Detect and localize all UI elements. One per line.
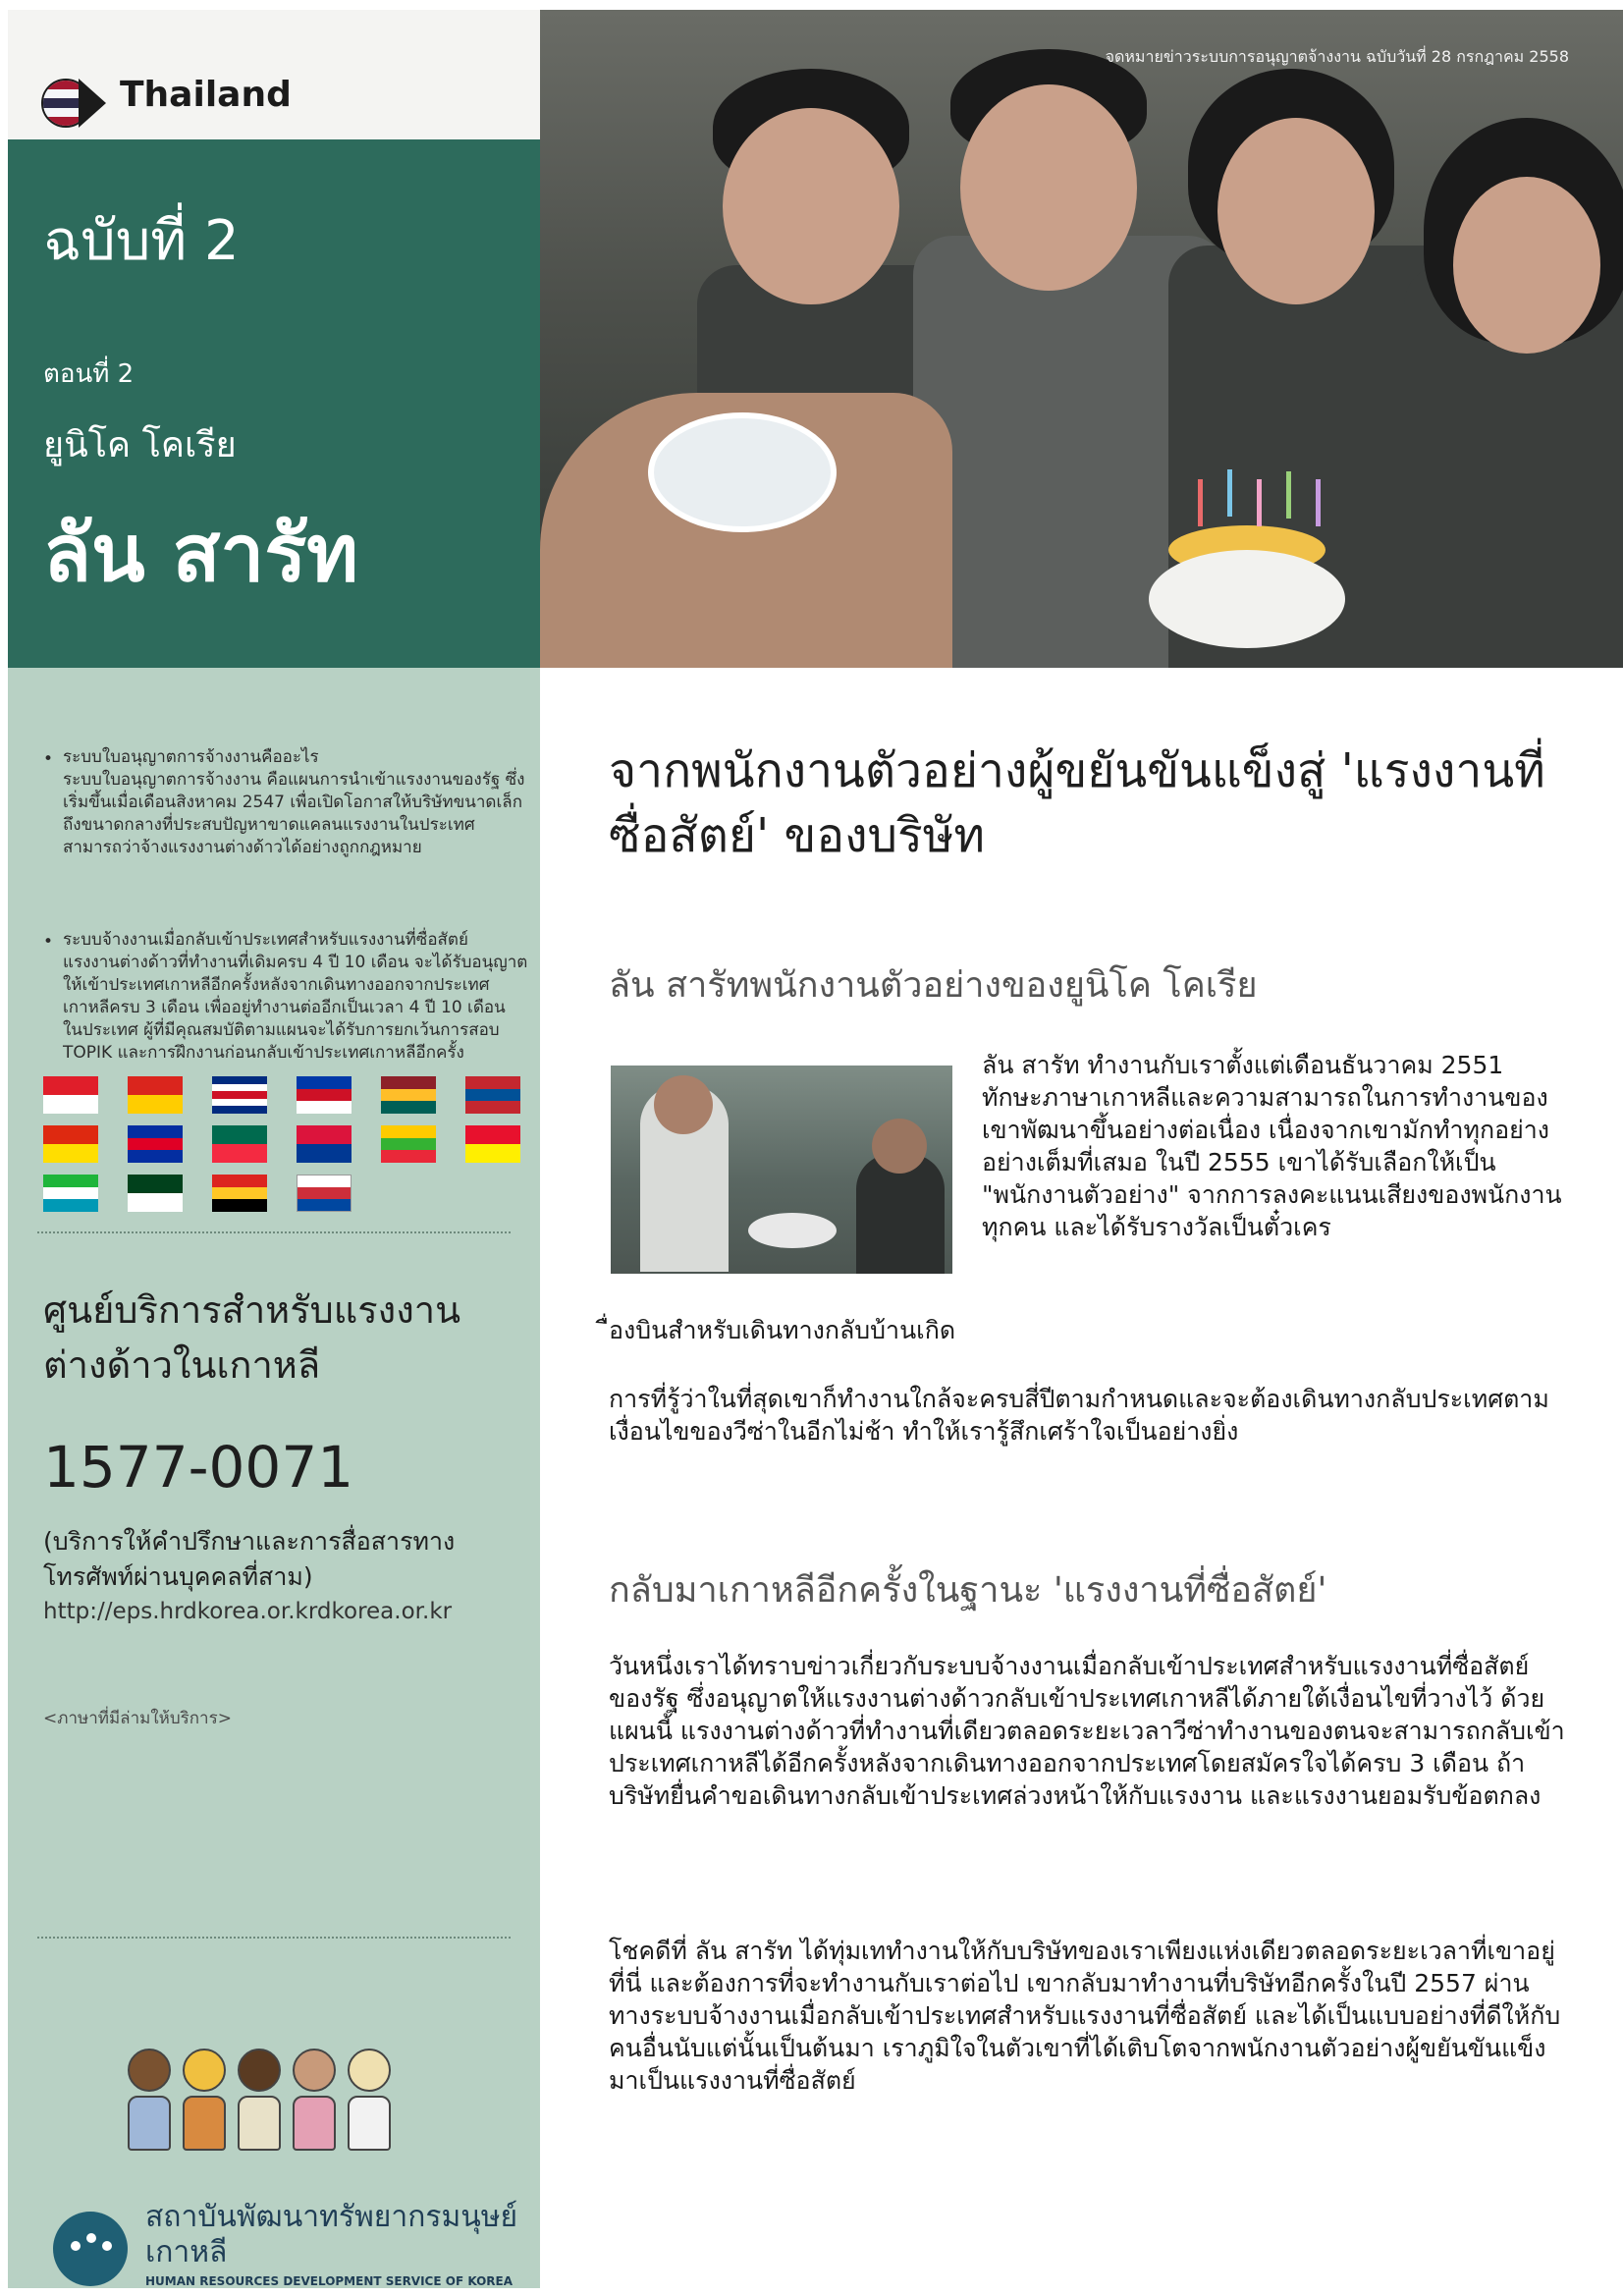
worker-figure — [346, 2049, 393, 2151]
bangladesh-flag — [212, 1125, 267, 1163]
paragraph: วันหนึ่งเราได้ทราบข่าวเกี่ยวกับระบบจ้างงานเมื่อกลับเข้าประเทศสำหรับแรงงานที่ซื่อสัตย์ของรัฐ ซึ่งอนุญาตให้แรงงานต่างด้าวกลับเข้าประเทศเกาหลีได้ภายใต้เงื่อนไขที่วางไว้ ด้วยแผนนี้ แรงงานต่างด้าวที่ทำงานที่เดียวตลอดระยะเวลาวีซ่าทำงานของตนจะสามารถกลับเข้าประเทศเกาหลีได้อีกครั้งหลังจากเดินทางออกจากประเทศโดยสมัครใจได้ครบ 3 เดือน ถ้าบริษัทยื่นคำขอเดินทางกลับเข้าประเทศล่วงหน้าให้กับแรงงาน และแรงงานยอมรับข้อตกลง — [609, 1652, 1565, 1810]
worker-figure — [126, 2049, 173, 2151]
bullet-icon: • — [43, 749, 54, 769]
info-item — [43, 746, 530, 859]
service-center-name: ศูนย์บริการสำหรับแรงงานต่างด้าวในเกาหลี — [43, 1288, 461, 1387]
section-subhead: กลับมาเกาหลีอีกครั้งในฐานะ 'แรงงานที่ซื่อสัตย์' — [609, 1570, 1327, 1611]
korea-flag — [297, 1175, 352, 1212]
issue-number: ฉบับที่ 2 — [43, 209, 240, 273]
birthday-cake — [1149, 550, 1345, 648]
myanmar-flag — [381, 1125, 436, 1163]
country-name: Thailand — [120, 75, 292, 115]
paragraph: ื่องบินสำหรับเดินทางกลับบ้านเกิด — [609, 1316, 956, 1344]
china-flag — [43, 1125, 98, 1163]
info-item-heading: ระบบจ้างงานเมื่อกลับเข้าประเทศสำหรับแรงงานที่ซื่อสัตย์ — [63, 930, 468, 950]
newsletter-caption: จดหมายข่าวระบบการอนุญาตจ้างงาน ฉบับวันที่ 28 กรกฎาคม 2558 — [1105, 47, 1569, 66]
person-name: ลัน สารัท — [43, 508, 359, 599]
uzbekistan-flag — [43, 1175, 98, 1212]
philippines-flag — [297, 1076, 352, 1114]
hrd-korea-logo-icon — [53, 2212, 128, 2286]
organization-name-english: HUMAN RESOURCES DEVELOPMENT SERVICE OF KOREA — [145, 2274, 514, 2288]
costa-rica-flag — [212, 1076, 267, 1114]
info-item-body: แรงงานต่างด้าวที่ทำงานที่เดิมครบ 4 ปี 10 เดือน จะได้รับอนุญาตให้เข้าประเทศเกาหลีอีกครั้งหลังจากเดินทางออกจากประเทศเกาหลีครบ 3 เดือน เพื่ออยู่ทำงานต่ออีกเป็นเวลา 4 ปี 10 เดือน ในประเทศ ผู้ที่มีคุณสมบัติตามแผนจะได้รับการยกเว้นการสอบ TOPIK และการฝึกงานก่อนกลับเข้าประเทศเกาหลีอีกครั้ง — [63, 953, 528, 1063]
paragraph: ลัน สารัท ทำงานกับเราตั้งแต่เดือนธันวาคม 2551 ทักษะภาษาเกาหลีและความสามารถในการทำงานของเขาพัฒนาขึ้นอย่างต่อเนื่อง เนื่องจากเขามักทำทุกอย่างอย่างเต็มที่เสมอ ในปี 2555 เขาได้รับเลือกให้เป็น "พนักงานตัวอย่าง" จากการลงคะแนนเสียงของพนักงานทุกคน และได้รับรางวัลเป็นตั๋วเคร — [982, 1051, 1562, 1241]
website-link[interactable]: http://eps.hrdkorea.or.krdkorea.or.kr — [43, 1599, 453, 1624]
mongolia-flag — [465, 1076, 520, 1114]
timor-leste-flag — [212, 1175, 267, 1212]
indonesia-flag — [43, 1076, 98, 1114]
worker-figure — [236, 2049, 283, 2151]
header-photo — [540, 10, 1623, 668]
dotted-divider — [37, 1231, 511, 1233]
vietnam-flag — [128, 1076, 183, 1114]
country-header — [8, 10, 540, 139]
nepal-flag — [297, 1125, 352, 1163]
hotline-note: (บริการให้คำปรึกษาและการสื่อสารทางโทรศัพท์ผ่านบุคคลที่สาม) — [43, 1527, 456, 1591]
section-subhead: ลัน สารัทพนักงานตัวอย่างของยูนิโค โคเรีย — [609, 965, 1258, 1006]
worker-figure — [291, 2049, 338, 2151]
episode-number: ตอนที่ 2 — [43, 359, 135, 389]
languages-label: <ภาษาที่มีล่ามให้บริการ> — [43, 1709, 232, 1728]
bullet-icon: • — [43, 932, 54, 952]
info-item — [43, 929, 530, 1065]
hotline-number[interactable]: 1577-0071 — [43, 1434, 354, 1501]
workers-illustration — [126, 2003, 420, 2151]
sri-lanka-flag — [381, 1076, 436, 1114]
company-name: ยูนิโค โคเรีย — [43, 425, 237, 465]
dotted-divider — [37, 1937, 511, 1939]
sidebar — [8, 0, 540, 2288]
info-item-body: ระบบใบอนุญาตการจ้างงาน คือแผนการนำเข้าแรงงานของรัฐ ซึ่งเริ่มขึ้นเมื่อเดือนสิงหาคม 2547 เพื่อเปิดโอกาสให้บริษัทขนาดเล็กถึงขนาดกลางที่ประสบปัญหาขาดแคลนแรงงานในประเทศสามารถว่าจ้างแรงงานต่างด้าวได้อย่างถูกกฎหมาย — [63, 770, 525, 857]
article-headline: จากพนักงานตัวอย่างผู้ขยันขันแข็งสู่ 'แรงงานที่ซื่อสัตย์' ของบริษัท — [609, 743, 1545, 863]
cambodia-flag — [128, 1125, 183, 1163]
article-photo — [611, 1066, 952, 1274]
issue-banner — [8, 139, 540, 668]
paragraph: การที่รู้ว่าในที่สุดเขาก็ทำงานใกล้จะครบสี่ปีตามกำหนดและจะต้องเดินทางกลับประเทศตามเงื่อนไขของวีซ่าในอีกไม่ช้า ทำให้เรารู้สึกเศร้าใจเป็นอย่างยิ่ง — [609, 1385, 1549, 1446]
arrow-right-icon — [79, 79, 106, 128]
worker-figure — [181, 2049, 228, 2151]
info-panel — [8, 668, 540, 2288]
phone-camera — [648, 412, 837, 532]
info-item-heading: ระบบใบอนุญาตการจ้างงานคืออะไร — [63, 747, 319, 767]
organization-name: สถาบันพัฒนาทรัพยากรมนุษย์เกาหลี — [145, 2200, 518, 2269]
pakistan-flag — [128, 1175, 183, 1212]
kyrgyzstan-flag — [465, 1125, 520, 1163]
paragraph: โชคดีที่ ลัน สารัท ได้ทุ่มเททำงานให้กับบริษัทของเราเพียงแห่งเดียวตลอดระยะเวลาที่เขาอยู่ที่นี่ และต้องการที่จะทำงานกับเราต่อไป เขากลับมาทำงานที่บริษัทอีกครั้งในปี 2557 ผ่านทางระบบจ้างงานเมื่อกลับเข้าประเทศสำหรับแรงงานที่ซื่อสัตย์ และได้เป็นแบบอย่างที่ดีให้กับคนอื่นนับแต่นั้นเป็นต้นมา เราภูมิใจในตัวเขาที่ได้เติบโตจากพนักงานตัวอย่างผู้ขยันขันแข็งมาเป็นแรงงานที่ซื่อสัตย์ — [609, 1937, 1561, 2095]
